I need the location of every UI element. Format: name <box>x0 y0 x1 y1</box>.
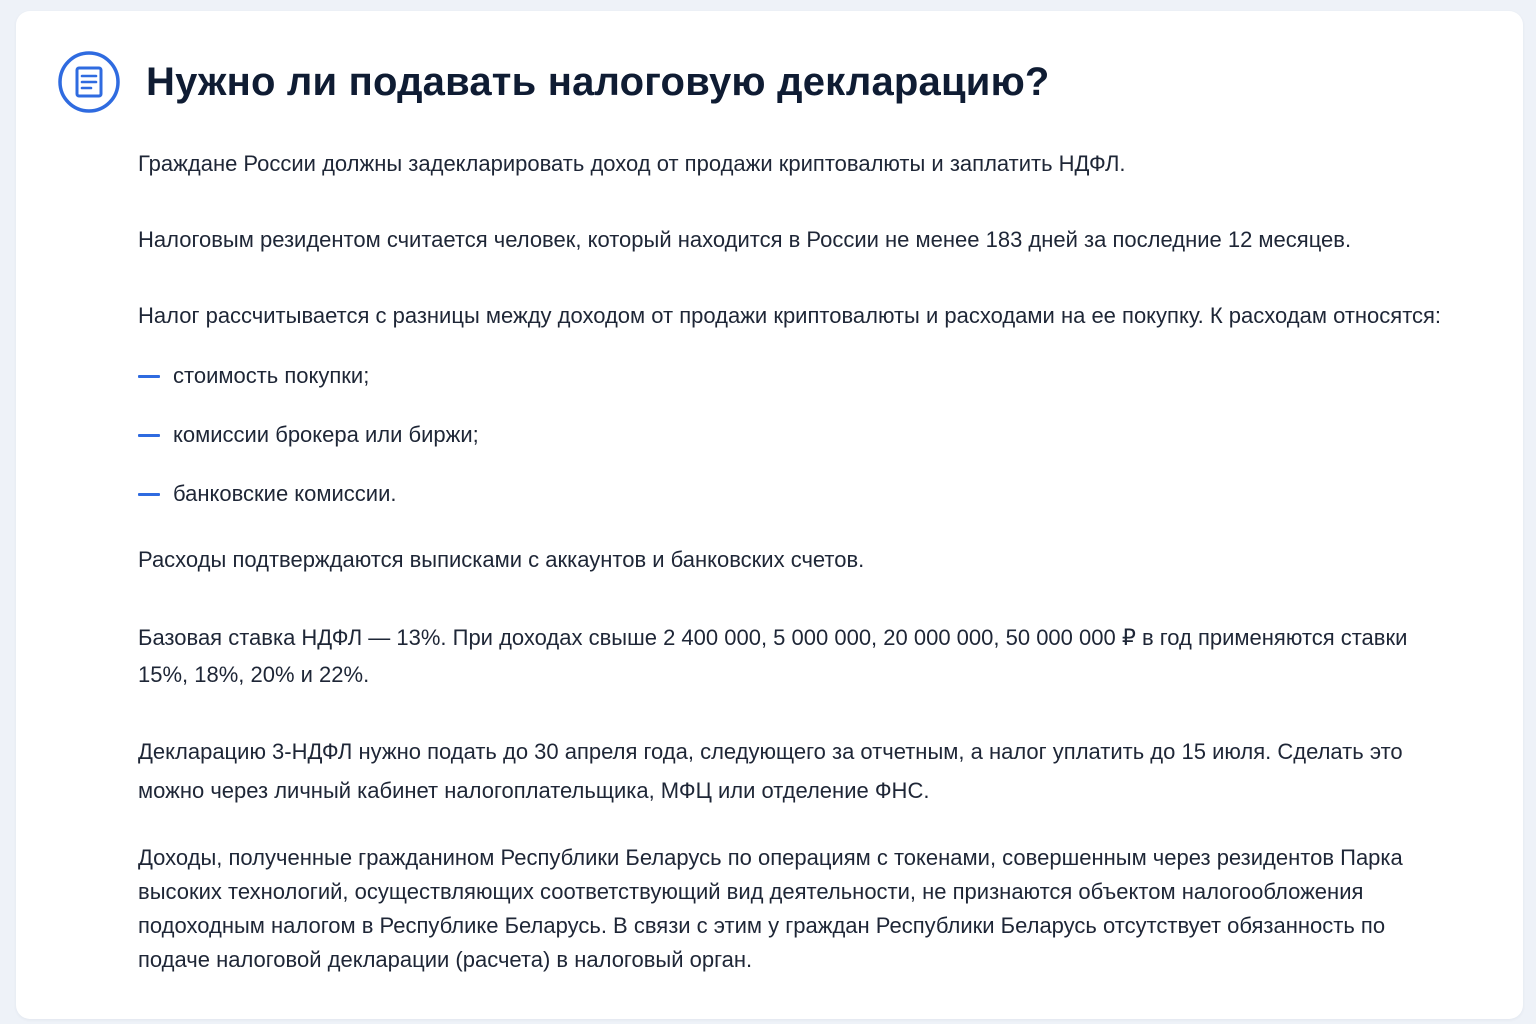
list-item-label: стоимость покупки; <box>173 363 370 388</box>
paragraph-belarus-line-1: Доходы, полученные гражданином Республики Беларусь по операциям с токенами, совершенным через резидентов Парка <box>138 845 1403 870</box>
info-card <box>16 11 1523 1019</box>
paragraph-belarus-line-4: подаче налоговой декларации (расчета) в налоговый орган. <box>138 947 753 972</box>
card-header <box>58 51 1050 113</box>
paragraph-rate-line-1: Базовая ставка НДФЛ — 13%. При доходах свыше 2 400 000, 5 000 000, 20 000 000, 50 000 000 ₽ в год применяются ставки <box>138 625 1408 650</box>
paragraph-belarus-line-3: подоходным налогом в Республике Беларусь. В связи с этим у граждан Республики Беларусь отсутствует обязанность по <box>138 913 1386 938</box>
paragraph-citizens: Граждане России должны задекларировать доход от продажи криптовалюты и заплатить НДФЛ. <box>138 151 1126 176</box>
dash-bullet-icon <box>138 493 160 496</box>
list-item <box>138 359 369 393</box>
list-item <box>138 418 479 452</box>
dash-bullet-icon <box>138 434 160 437</box>
list-item-label: комиссии брокера или биржи; <box>173 422 479 447</box>
paragraph-expenses-proof: Расходы подтверждаются выписками с аккаунтов и банковских счетов. <box>138 547 865 572</box>
list-item-label: банковские комиссии. <box>173 481 397 506</box>
paragraph-tax-resident: Налоговым резидентом считается человек, который находится в России не менее 183 дней за последние 12 месяцев. <box>138 227 1352 252</box>
document-icon <box>58 51 120 113</box>
paragraph-belarus-line-2: высоких технологий, осуществляющих соответствующий вид деятельности, не признаются объектом налогообложения <box>138 879 1364 904</box>
paragraph-rate-line-2: 15%, 18%, 20% и 22%. <box>138 662 370 687</box>
list-item <box>138 477 397 511</box>
dash-bullet-icon <box>138 375 160 378</box>
paragraph-declaration-line-2: можно через личный кабинет налогоплательщика, МФЦ или отделение ФНС. <box>138 778 930 803</box>
paragraph-declaration-line-1: Декларацию 3-НДФЛ нужно подать до 30 апреля года, следующего за отчетным, а налог уплатить до 15 июля. Сделать это <box>138 739 1403 764</box>
paragraph-tax-base: Налог рассчитывается с разницы между доходом от продажи криптовалюты и расходами на ее покупку. К расходам относятся: <box>138 303 1442 328</box>
page-title: Нужно ли подавать налоговую декларацию? <box>146 60 1050 104</box>
